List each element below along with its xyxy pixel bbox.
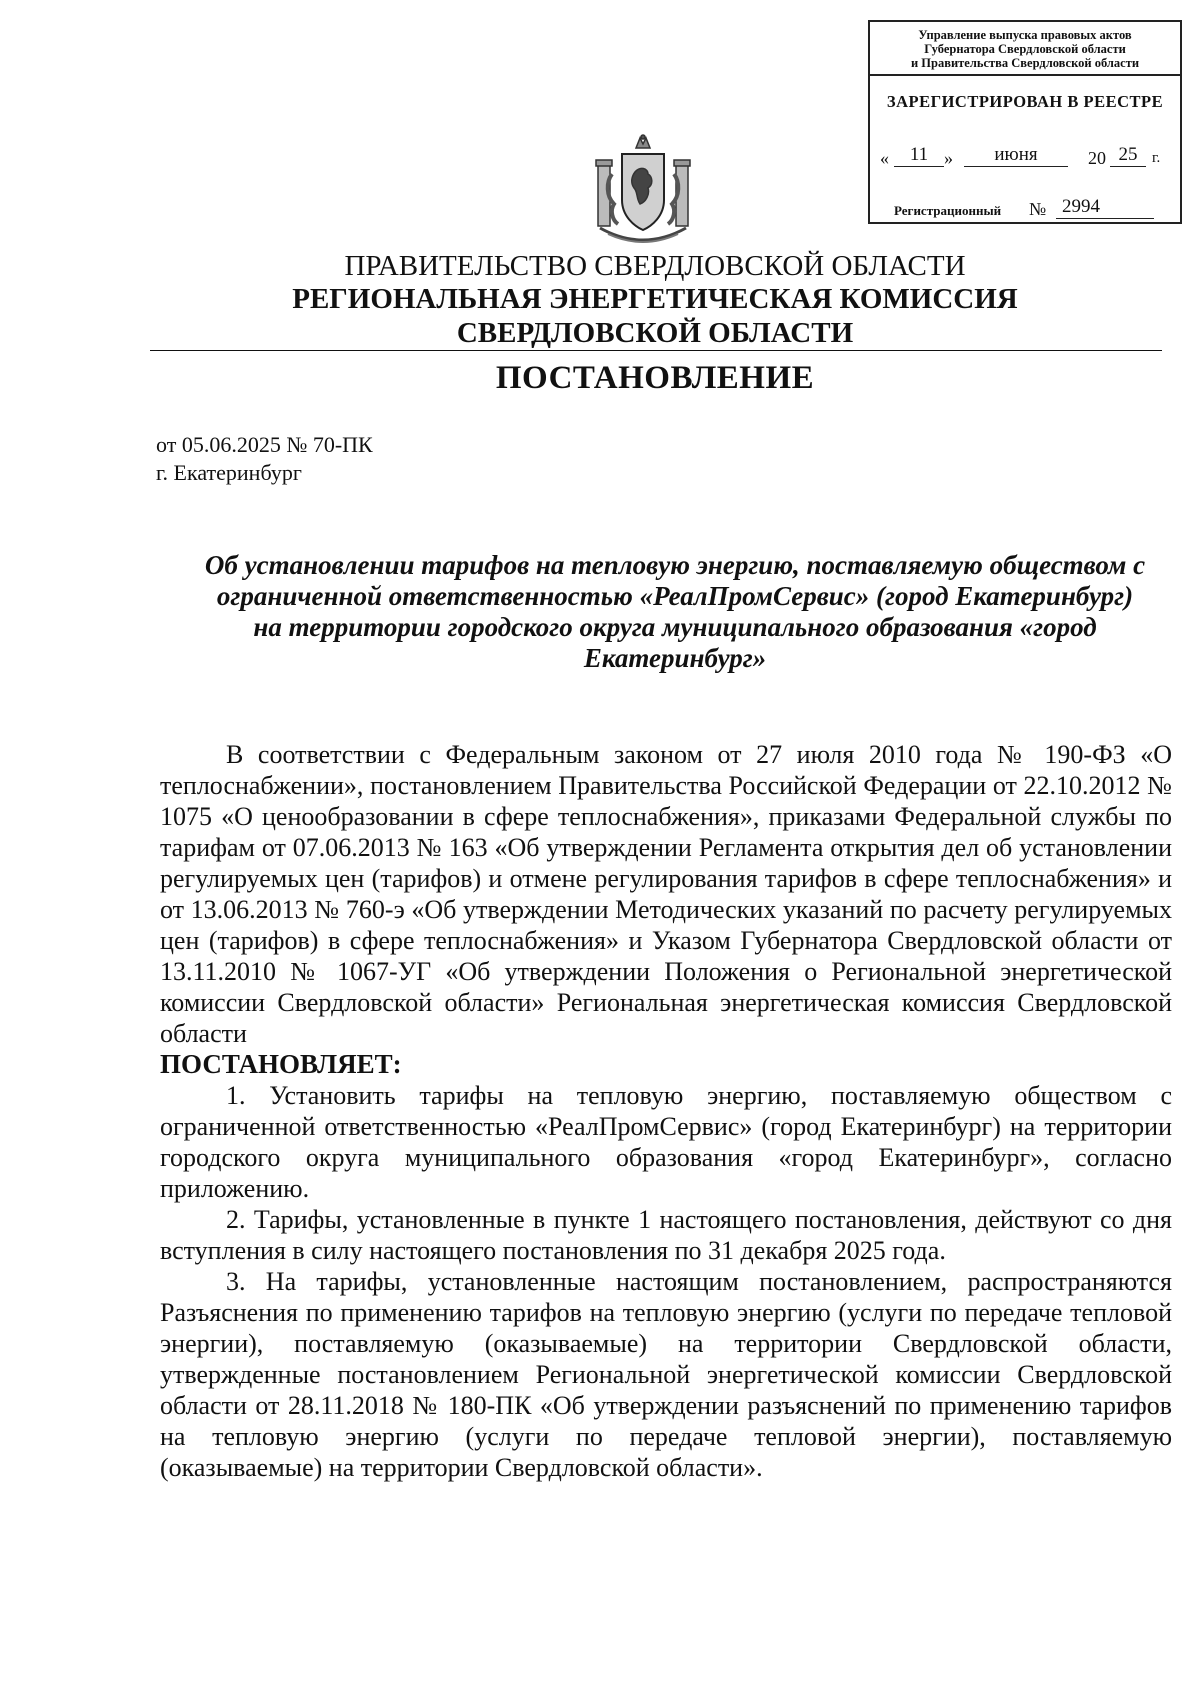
stamp-quote-open: « <box>880 148 889 168</box>
stamp-registration-number <box>894 196 1170 220</box>
stamp-number-sign: № <box>1029 199 1047 219</box>
stamp-reg-number: 2994 <box>1056 196 1154 219</box>
stamp-date <box>880 144 1174 170</box>
stamp-header <box>870 22 1180 76</box>
government-title: ПРАВИТЕЛЬСТВО СВЕРДЛОВСКОЙ ОБЛАСТИ <box>344 250 966 282</box>
document-subject: Об установлении тарифов на тепловую энергию, поставляемую обществом с ограниченной ответственностью «РеалПромСервис» (город Екатеринбург) на территории городского округа муниципального образования «город Екатеринбург» <box>204 550 1146 673</box>
registration-stamp <box>868 20 1182 224</box>
stamp-header-line: и Правительства Свердловской области <box>910 56 1140 70</box>
stamp-registered-label: ЗАРЕГИСТРИРОВАН В РЕЕСТРЕ <box>886 92 1164 111</box>
commission-title-line2: СВЕРДЛОВСКОЙ ОБЛАСТИ <box>456 317 854 349</box>
stamp-year-prefix: 20 <box>1088 148 1106 168</box>
stamp-year-suffix: 25 <box>1110 144 1146 167</box>
stamp-reg-label: Регистрационный <box>894 203 1002 218</box>
stamp-month: июня <box>964 144 1068 167</box>
stamp-quote-close: » <box>944 148 953 168</box>
item-3-paragraph: 3. На тарифы, установленные настоящим постановлением, распространяются Разъяснения по применению тарифов на тепловую энергию (услуги по передаче тепловой энергии), поставляемую (оказываемые) на территории Свердловской области, утвержденные постановлением Региональной энергетической комиссии Свердловской области от 28.11.2018 № 180-ПК «Об утверждении разъяснений по применению тарифов на тепловую энергию (услуги по передаче тепловой энергии), поставляемую (оказываемые) на территории Свердловской области». <box>160 1267 1172 1482</box>
stamp-year-abbr: г. <box>1152 150 1161 166</box>
stamp-header-line: Управление выпуска правовых актов <box>918 28 1132 42</box>
document-date-number: от 05.06.2025 № 70-ПК <box>156 432 373 457</box>
preamble-paragraph: В соответствии с Федеральным законом от 27 июля 2010 года № 190-ФЗ «О теплоснабжении», постановлением Правительства Российской Федерации от 22.10.2012 № 1075 «О ценообразовании в сфере теплоснабжения», приказами Федеральной службы по тарифам от 07.06.2013 № 163 «Об утверждении Регламента открытия дел об установлении регулируемых цен (тарифов) и отмене регулирования тарифов в сфере теплоснабжения» и от 13.06.2013 № 760-э «Об утверждении Методических указаний по расчету регулируемых цен (тарифов) в сфере теплоснабжения» и Указом Губернатора Свердловской области от 13.11.2010 № 1067-УГ «Об утверждении Положения о Региональной энергетической комиссии Свердловской области» Региональная энергетическая комиссия Свердловской области <box>160 740 1172 1048</box>
document-city: г. Екатеринбург <box>156 460 302 485</box>
item-2-paragraph: 2. Тарифы, установленные в пункте 1 настоящего постановления, действуют со дня вступления в силу настоящего постановления по 31 декабря 2025 года. <box>160 1205 1172 1265</box>
verdict-label: ПОСТАНОВЛЯЕТ: <box>160 1049 402 1079</box>
coat-of-arms-icon <box>588 134 698 250</box>
stamp-day: 11 <box>894 144 944 167</box>
header-divider <box>150 350 1162 351</box>
commission-title-line1: РЕГИОНАЛЬНАЯ ЭНЕРГЕТИЧЕСКАЯ КОМИССИЯ <box>292 283 1018 315</box>
stamp-header-line: Губернатора Свердловской области <box>924 42 1126 56</box>
document-type-title: ПОСТАНОВЛЕНИЕ <box>495 360 815 396</box>
document-body <box>160 739 1172 1483</box>
item-1-paragraph: 1. Установить тарифы на тепловую энергию, поставляемую обществом с ограниченной ответственностью «РеалПромСервис» (город Екатеринбург) на территории городского округа муниципального образования «город Екатеринбург», согласно приложению. <box>160 1081 1172 1203</box>
